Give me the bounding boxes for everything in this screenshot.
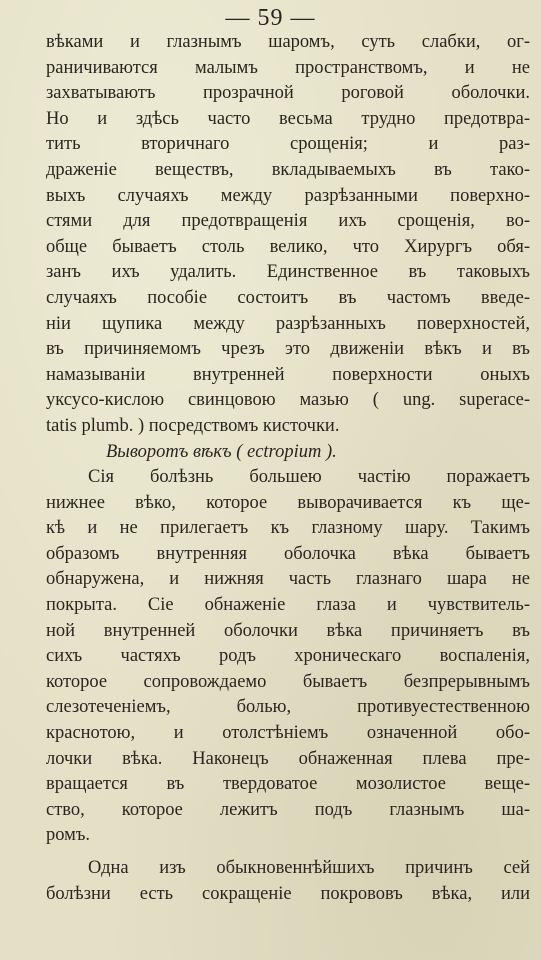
text-line: ство, которое лежитъ подъ глазнымъ ша- — [46, 799, 530, 820]
text-line: Одна изъ обыкновеннѣйшихъ причинъ сей — [88, 858, 530, 878]
text-line: тить вторичнаго срощенія; и раз- — [46, 134, 530, 155]
page-body — [46, 30, 530, 907]
text-line: Но и здѣсь часто весьма трудно предотвра- — [46, 108, 530, 129]
text-line: tatis plumb. ) посредствомъ кисточки. — [46, 415, 340, 436]
text-line: сихъ частяхъ родъ хроническаго воспаленія, — [46, 646, 530, 667]
text-line: драженіе веществъ, вкладываемыхъ въ тако- — [46, 159, 530, 180]
text-line: краснотою, и отолстѣніемъ означенной обо- — [46, 723, 530, 744]
text-line: обнаружена, и нижняя часть глазнаго шара не — [46, 569, 530, 590]
text-line: выхъ случаяхъ между разрѣзанными поверхно- — [46, 185, 530, 206]
text-line: занъ ихъ удалить. Единственное въ таковыхъ — [46, 262, 530, 283]
text-line: слезотеченіемъ, болью, противуестественною — [46, 697, 530, 718]
text-line: ной внутренней оболочки вѣка причиняетъ въ — [46, 620, 530, 641]
text-line: вѣками и глазнымъ шаромъ, суть слабки, ог- — [46, 32, 530, 52]
page-number: — 59 — — [225, 5, 316, 31]
section-heading: Выворотъ вѣкъ ( ectropium ). — [106, 441, 337, 462]
text-line: стями для предотвращенія ихъ срощенія, во- — [46, 211, 530, 232]
text-line: ніи щупика между разрѣзанныхъ поверхностей, — [46, 313, 530, 334]
text-line: вращается въ твердоватое мозолистое веще- — [46, 774, 530, 795]
text-line: обще бываетъ столь велико, что Хирургъ обя- — [46, 236, 530, 257]
text-line: покрыта. Сіе обнаженіе глаза и чувствитель- — [46, 595, 530, 616]
text-line: кѣ и не прилегаетъ къ глазному шару. Такимъ — [46, 518, 530, 539]
text-line: раничиваются малымъ пространствомъ, и не — [46, 57, 530, 78]
text-line: захватываютъ прозрачной роговой оболочки. — [46, 83, 530, 104]
text-line: Сія болѣзнь большею частію поражаетъ — [88, 467, 530, 488]
text-line: ромъ. — [46, 825, 91, 846]
text-line: уксусо-кислою свинцовою мазью ( ung. superace- — [46, 390, 530, 411]
text-line: лочки вѣка. Наконецъ обнаженная плева пре- — [46, 748, 530, 769]
text-line: болѣзни есть сокращеніе покрововъ вѣка, или — [46, 883, 530, 904]
text-line: случаяхъ пособіе состоитъ въ частомъ введе- — [46, 287, 530, 308]
text-line: которое сопровождаемо бываетъ безпрерывнымъ — [46, 671, 530, 692]
text-line: образомъ внутренняя оболочка вѣка бываетъ — [46, 543, 530, 564]
text-line: намазываніи внутренней поверхности оныхъ — [46, 364, 530, 385]
text-line: въ причиняемомъ чрезъ это движеніи вѣкъ и въ — [46, 339, 530, 360]
text-line: нижнее вѣко, которое выворачивается къ ще- — [46, 492, 530, 513]
